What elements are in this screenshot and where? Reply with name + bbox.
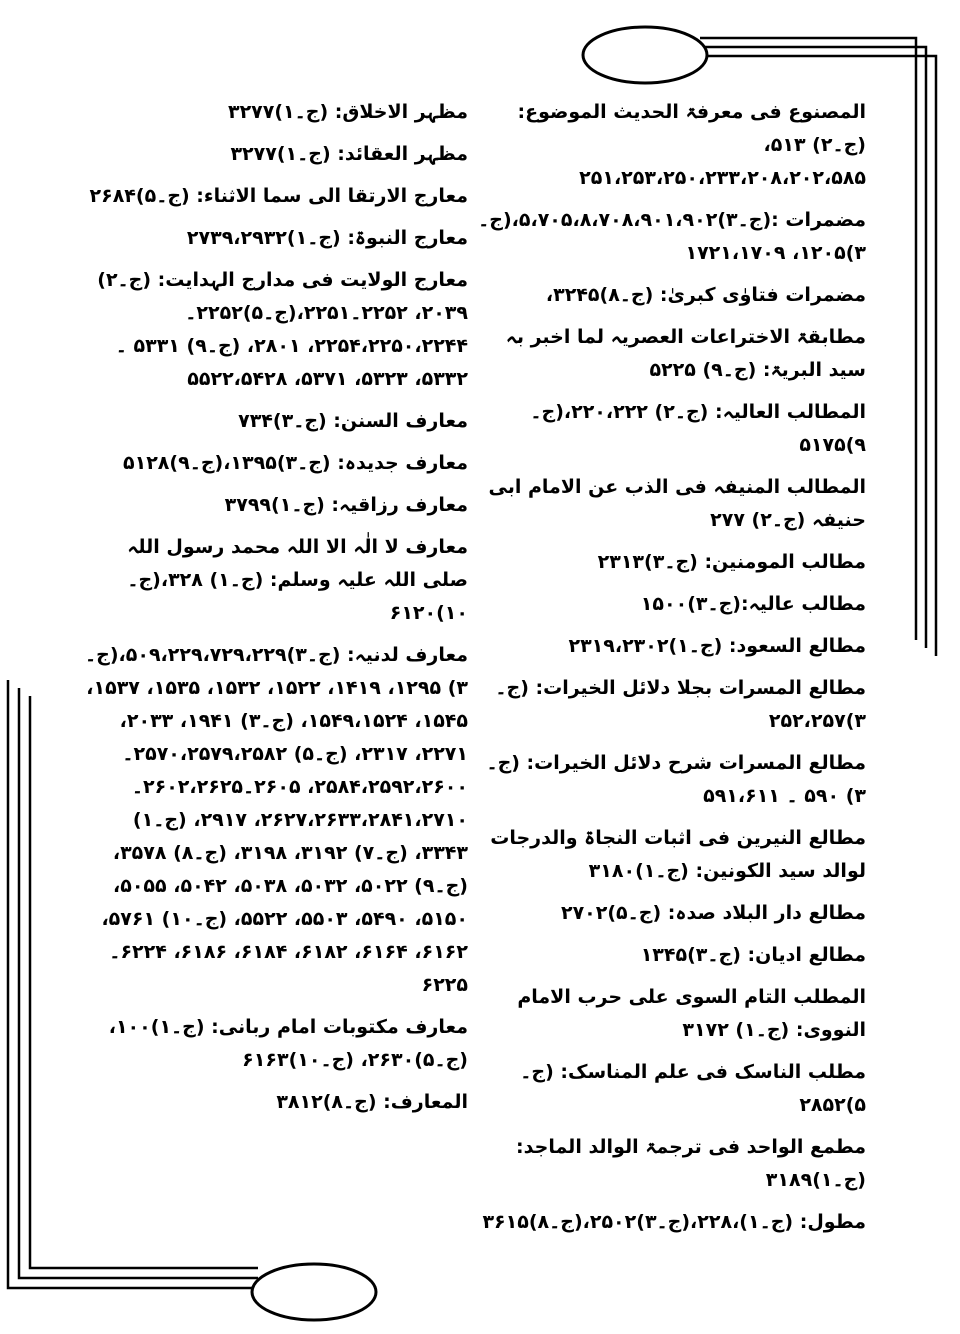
index-entry: مضمرات فتاوٰی کبریٰ: (ج۔۸)۳۲۴۵، — [545, 284, 866, 306]
bottom-ornament-oval — [252, 1264, 376, 1320]
top-ornament-oval — [583, 27, 707, 83]
index-entry: مظہر الاخلاق: (ج۔۱)۳۲۷۷ — [227, 101, 468, 123]
index-entry: معارف لا الٰہ الا اللہ محمد رسول اللہ صلی اللہ علیہ وسلم: (ج۔۱) ۳۲۸،(ج۔۱۰)۶۱۲۰ — [127, 536, 468, 624]
index-entry: معارف مکتوبات امام ربانی: (ج۔۱)۱۰۰،(ج۔۵)۲۶۳۰، (ج۔۱۰)۶۱۶۳ — [108, 1016, 468, 1071]
index-entry: مطول: (ج۔۱)،۲۲۸،(ج۔۳)۲۵۰۲،(ج۔۸)۳۶۱۵ — [482, 1211, 866, 1233]
index-entry: مطالع النیرین فی اثبات النجاۃ والدرجات لوالد سید الکونین: (ج۔۱)۳۱۸۰ — [490, 827, 866, 882]
index-entry: معارف السنن: (ج۔۳)۷۳۴ — [238, 410, 468, 432]
index-entry: معارج الولایت فی مدارج الہدایت: (ج۔۲) ۲۰۳۹، ۲۲۵۲۔۲۲۵۱،(ج۔۵)۲۲۵۲۔۲۲۵۴،۲۲۵۰،۲۲۴۴، ۲۸۰۱، (ج۔۹) ۵۳۳۱ ۔ ۵۳۳۲، ۵۳۲۳، ۵۳۷۱، ۵۵۲۲،۵۴۲۸ — [97, 269, 468, 390]
index-entry: مطالب المومنین: (ج۔۳)۲۳۱۳ — [597, 551, 866, 573]
index-entry: مطلب الناسک فی علم المناسک: (ج۔۵)۲۸۵۲ — [520, 1061, 866, 1116]
index-entry: مظہر العقائد: (ج۔۱)۳۲۷۷ — [230, 143, 468, 165]
left-column — [78, 96, 468, 1128]
index-entry: المصنوع فی معرفۃ الحدیث الموضوع: (ج۔۲) ۵۱۳، ۲۵۱،۲۵۳،۲۵۰،۲۳۳،۲۰۸،۲۰۲،۵۸۵ — [517, 101, 866, 189]
index-entry: معارف لدنیہ: (ج۔۳)۵۰۹،۲۲۹،۷۲۹،۲۲۹،(ج۔۳) ۱۲۹۵، ۱۴۱۹، ۱۵۲۲، ۱۵۳۲، ۱۵۳۵، ۱۵۳۷، ۱۵۴۵، ۱۵۴۹،۱۵۲۴، (ج۔۳) ۱۹۴۱، ۲۰۳۳، ۲۲۷۱، ۲۳۱۷، (ج۔۵) ۲۵۷۰،۲۵۷۹،۲۵۸۲۔۲۵۸۴،۲۵۹۲،۲۶۰۰، ۲۶۰۵۔۲۶۰۲،۲۶۲۵۔۲۶۲۷،۲۶۳۳،۲۸۴۱،۲۷۱۰، ۲۹۱۷، (ج۔۱) ۳۳۴۳، (ج۔۷) ۳۱۹۲، ۳۱۹۸، (ج۔۸) ۳۵۷۸، (ج۔۹) ۵۰۲۲، ۵۰۳۲، ۵۰۳۸، ۵۰۴۲، ۵۰۵۵، ۵۱۵۰، ۵۴۹۰، ۵۵۰۳، ۵۵۲۲، (ج۔۱۰) ۵۷۶۱، ۶۱۶۲، ۶۱۶۴، ۶۱۸۲، ۶۱۸۴، ۶۱۸۶، ۶۲۲۴۔۶۲۲۵ — [85, 644, 468, 996]
index-entry: المطالب المنیفہ فی الذب عن الامام ابی حنیفہ (ج۔۲) ۲۷۷ — [488, 476, 866, 531]
index-entry: مطمع الواحد فی ترجمۃ الوالد الماجد: (ج۔۱)۳۱۸۹ — [516, 1136, 866, 1191]
index-entry: معارج النبوۃ: (ج۔۱)۲۷۳۹،۲۹۳۲ — [186, 227, 468, 249]
index-entry: معارج الارتقا الی سما الاثناء: (ج۔۵)۲۶۸۴ — [89, 185, 468, 207]
index-entry: مطابقۃ الاختراعات العصریہ لما اخبر بہ سید البریۃ: (ج۔۹) ۵۲۲۵ — [505, 326, 866, 381]
index-entry: مضمرات :(ج۔۳)۵،۷۰۵،۸،۷۰۸،۹۰۱،۹۰۲،(ج۔۳)۱۲۰۵، ۱۷۲۱،۱۷۰۹ — [478, 209, 866, 264]
index-entry: معارف جدیدہ: (ج۔۳)۱۳۹۵،(ج۔۹)۵۱۲۸ — [123, 452, 468, 474]
index-entry: المطالب العالیہ: (ج۔۲) ۲۲۰،۲۲۲،(ج۔۹)۵۱۷۵ — [530, 401, 866, 456]
index-entry: مطالع المسرات شرح دلائل الخیرات: (ج۔۳) ۵۹۰ ۔ ۵۹۱،۶۱۱ — [486, 752, 866, 807]
index-entry: مطالع السعود: (ج۔۱)۲۳۱۹،۲۳۰۲ — [568, 635, 866, 657]
index-entry: المطلب التام السوی علی حرب الامام النووی: (ج۔۱) ۳۱۷۲ — [517, 986, 866, 1041]
index-entry: مطالع المسرات بجلا دلائل الخیرات: (ج۔۳)۲۵۲،۲۵۷ — [495, 677, 866, 732]
index-entry: معارف رزاقیہ: (ج۔۱)۳۷۹۹ — [224, 494, 468, 516]
index-entry: مطالع ادیان: (ج۔۳)۱۳۴۵ — [640, 944, 866, 966]
right-column — [478, 96, 866, 1248]
index-entry: مطالع دار البلاد صدہ: (ج۔۵)۲۷۰۲ — [560, 902, 866, 924]
index-entry: المعارف: (ج۔۸)۳۸۱۲ — [276, 1091, 468, 1113]
index-entry: مطالب عالیہ:(ج۔۳)۱۵۰۰ — [640, 593, 866, 615]
